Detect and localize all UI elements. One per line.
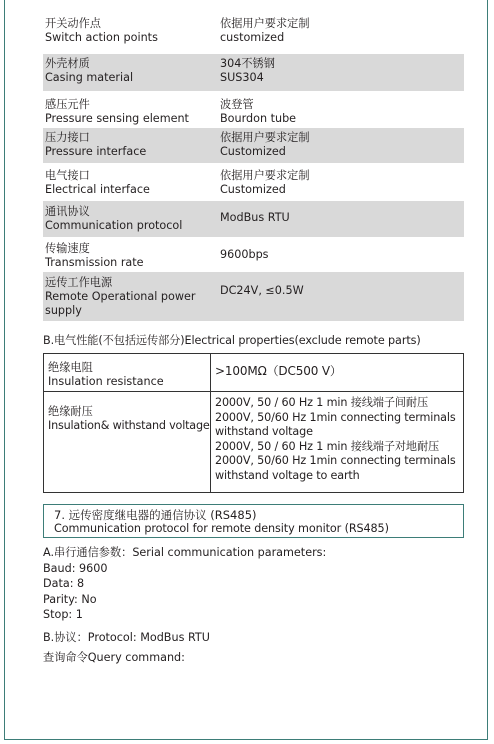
spec-label-zh: 压力接口: [45, 130, 90, 144]
spec-label-en: Transmission rate: [45, 255, 144, 269]
spec-label-en: Remote Operational power: [45, 289, 196, 303]
serial-stop: Stop: 1: [43, 608, 83, 621]
label-en: Insulation& withstand voltage: [48, 419, 210, 432]
spec-value: DC24V, ≤0.5W: [220, 283, 304, 297]
serial-data: Data: 8: [43, 577, 85, 590]
section-7-title-en: Communication protocol for remote density monitor (RS485): [54, 522, 389, 535]
spec-value: 304不锈钢: [220, 56, 275, 70]
spec-label-en: Communication protocol: [45, 218, 183, 232]
voltage-line: 2000V, 50/60 Hz 1min connecting terminals: [215, 454, 456, 468]
spec-label-en: Electrical interface: [45, 182, 150, 196]
voltage-line: 2000V, 50 / 60 Hz 1 min 接线端子对地耐压: [215, 439, 440, 453]
spec-label-en: Pressure sensing element: [45, 111, 189, 125]
spec-label-zh: 通讯协议: [45, 204, 90, 218]
label-zh: 绝缘耐压: [48, 405, 93, 418]
section-7-title-zh: 7. 远传密度继电器的通信协议 (RS485): [54, 508, 257, 522]
spec-value-en: Bourdon tube: [220, 111, 297, 125]
voltage-line: withstand voltage: [215, 425, 313, 439]
spec-label-zh: 感压元件: [45, 97, 90, 111]
spec-row-transmission: [43, 237, 464, 271]
serial-baud: Baud: 9600: [43, 561, 108, 575]
spec-table: [43, 17, 464, 322]
electrical-table: [43, 353, 464, 493]
spec-row-pressure-interface: [43, 127, 464, 163]
spec-row-sensing: [43, 91, 464, 127]
voltage-line: 2000V, 50/60 Hz 1min connecting terminals: [215, 410, 456, 424]
insulation-resistance-value: >100MΩ（DC500 V）: [215, 364, 342, 378]
protocol-line: B.协议：Protocol: ModBus RTU: [43, 631, 210, 644]
column-divider: [210, 392, 211, 492]
spec-row-electrical-interface: [43, 163, 464, 200]
spec-value: 依据用户要求定制: [220, 130, 310, 144]
spec-label-zh: 传输速度: [45, 241, 90, 255]
serial-parity: Parity: No: [43, 592, 97, 606]
spec-value: 波登管: [220, 97, 254, 111]
withstand-voltage-label: [48, 405, 210, 433]
spec-label-en-cont: supply: [45, 303, 82, 317]
insulation-resistance-label: [48, 361, 164, 389]
spec-value: 9600bps: [220, 247, 269, 261]
spec-value-en: SUS304: [220, 70, 264, 84]
voltage-line: 2000V, 50 / 60 Hz 1 min 接线端子间耐压: [215, 396, 428, 409]
spec-row-switch: [43, 17, 464, 53]
withstand-voltage-values: [215, 396, 456, 484]
spec-label-zh: 远传工作电源: [45, 275, 113, 289]
voltage-line: withstand voltage to earth: [215, 468, 360, 482]
serial-heading: A.串行通信参数：Serial communication parameters:: [43, 546, 327, 559]
spec-value-en: Customized: [220, 182, 286, 196]
spec-label-en: Casing material: [45, 70, 134, 84]
protocol-block: [43, 628, 210, 668]
spec-value: 依据用户要求定制: [220, 17, 310, 30]
spec-row-power-supply: [43, 271, 464, 321]
spec-value: 依据用户要求定制: [220, 168, 310, 182]
spec-label-en: Pressure interface: [45, 144, 147, 158]
column-divider: [210, 354, 211, 391]
spec-row-casing: [43, 53, 464, 91]
electrical-heading: B.电气性能(不包括远传部分)Electrical properties(exclude remote parts): [43, 334, 421, 347]
label-zh: 绝缘电阻: [48, 361, 93, 374]
spec-label-zh: 开关动作点: [45, 17, 101, 30]
label-en: Insulation resistance: [48, 375, 164, 388]
spec-value-en: customized: [220, 31, 285, 44]
serial-parameters: [43, 545, 326, 623]
spec-label-en: Switch action points: [45, 31, 158, 44]
spec-label-zh: 电气接口: [45, 168, 90, 182]
withstand-voltage-row: [44, 392, 463, 492]
spec-row-protocol: [43, 200, 464, 237]
section-7-title-box: [43, 504, 464, 538]
spec-label-zh: 外壳材质: [45, 56, 90, 70]
insulation-resistance-row: [44, 354, 463, 392]
spec-value-en: Customized: [220, 144, 286, 158]
spec-value: ModBus RTU: [220, 210, 290, 224]
query-command: 查询命令Query command:: [43, 651, 185, 664]
